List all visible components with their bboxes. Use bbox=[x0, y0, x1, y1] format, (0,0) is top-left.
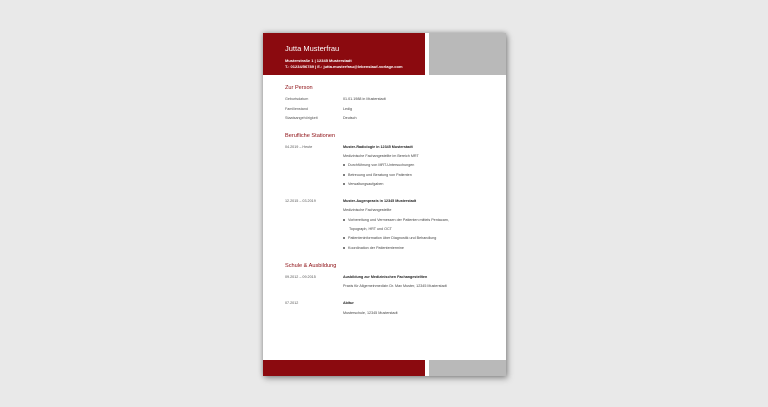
section-title-person: Zur Person bbox=[285, 85, 313, 91]
person-label: Familienstand bbox=[285, 107, 308, 111]
career-bullet: Vorbereitung und Vermessen der Patienten mittels Pentacam, bbox=[343, 218, 449, 222]
bullet-icon bbox=[343, 183, 345, 185]
education-detail: Praxis für Allgemeinmedizin Dr. Max Muster, 12345 Musterstadt bbox=[343, 284, 447, 288]
header-banner bbox=[263, 33, 425, 75]
section-title-education: Schule & Ausbildung bbox=[285, 263, 337, 269]
career-bullet: Patienteninformation über Diagnostik und Behandlung bbox=[343, 236, 436, 240]
career-role: Medizinische Fachangestellte im Bereich MRT bbox=[343, 154, 419, 158]
education-title: Abitur bbox=[343, 301, 354, 305]
resume-page bbox=[263, 33, 506, 376]
education-date: 07.2012 bbox=[285, 301, 299, 305]
person-label: Staatsangehörigkeit bbox=[285, 116, 318, 120]
bullet-icon bbox=[343, 247, 345, 249]
education-title: Ausbildung zur Medizinischen Fachangestellten bbox=[343, 275, 428, 279]
section-title-career: Berufliche Stationen bbox=[285, 133, 336, 139]
person-label: Geburtsdatum bbox=[285, 97, 309, 101]
person-value: Deutsch bbox=[343, 116, 357, 120]
career-bullet: Verwaltungsaufgaben bbox=[343, 182, 383, 186]
address-line: Musterstraße 1 | 12345 Musterstadt bbox=[285, 58, 352, 63]
applicant-name: Jutta Musterfrau bbox=[285, 44, 340, 53]
career-date: 12.2015 – 03.2019 bbox=[285, 199, 316, 203]
footer-bar-gray bbox=[429, 360, 506, 376]
education-detail: Musterschule, 12345 Musterstadt bbox=[343, 311, 398, 315]
bullet-icon bbox=[343, 219, 345, 221]
career-bullet: Durchführung von MRT-Untersuchungen bbox=[343, 163, 414, 167]
bullet-icon bbox=[343, 174, 345, 176]
career-bullet: Koordination der Patiententermine bbox=[343, 246, 404, 250]
career-bullet: Betreuung und Beratung von Patienten bbox=[343, 173, 412, 177]
career-bullet-continuation: Topograph, HRT und OCT bbox=[349, 227, 392, 231]
bullet-icon bbox=[343, 164, 345, 166]
contact-line: T.: 01234/56789 | E.: jutta.musterfrau@lebenslauf-vorlage.com bbox=[285, 64, 403, 69]
bullet-icon bbox=[343, 237, 345, 239]
footer-bar-red bbox=[263, 360, 425, 376]
person-value: Ledig bbox=[343, 107, 353, 111]
photo-placeholder bbox=[429, 33, 506, 75]
career-date: 04.2019 – Heute bbox=[285, 145, 313, 149]
career-role: Medizinische Fachangestellte bbox=[343, 208, 392, 212]
career-employer: Muster-Radiologie in 12345 Musterstadt bbox=[343, 145, 413, 149]
person-value: 01.01.1988 in Musterstadt bbox=[343, 97, 386, 101]
career-employer: Muster-Augenpraxis in 12345 Musterstadt bbox=[343, 199, 417, 203]
education-date: 09.2012 – 09.2015 bbox=[285, 275, 316, 279]
